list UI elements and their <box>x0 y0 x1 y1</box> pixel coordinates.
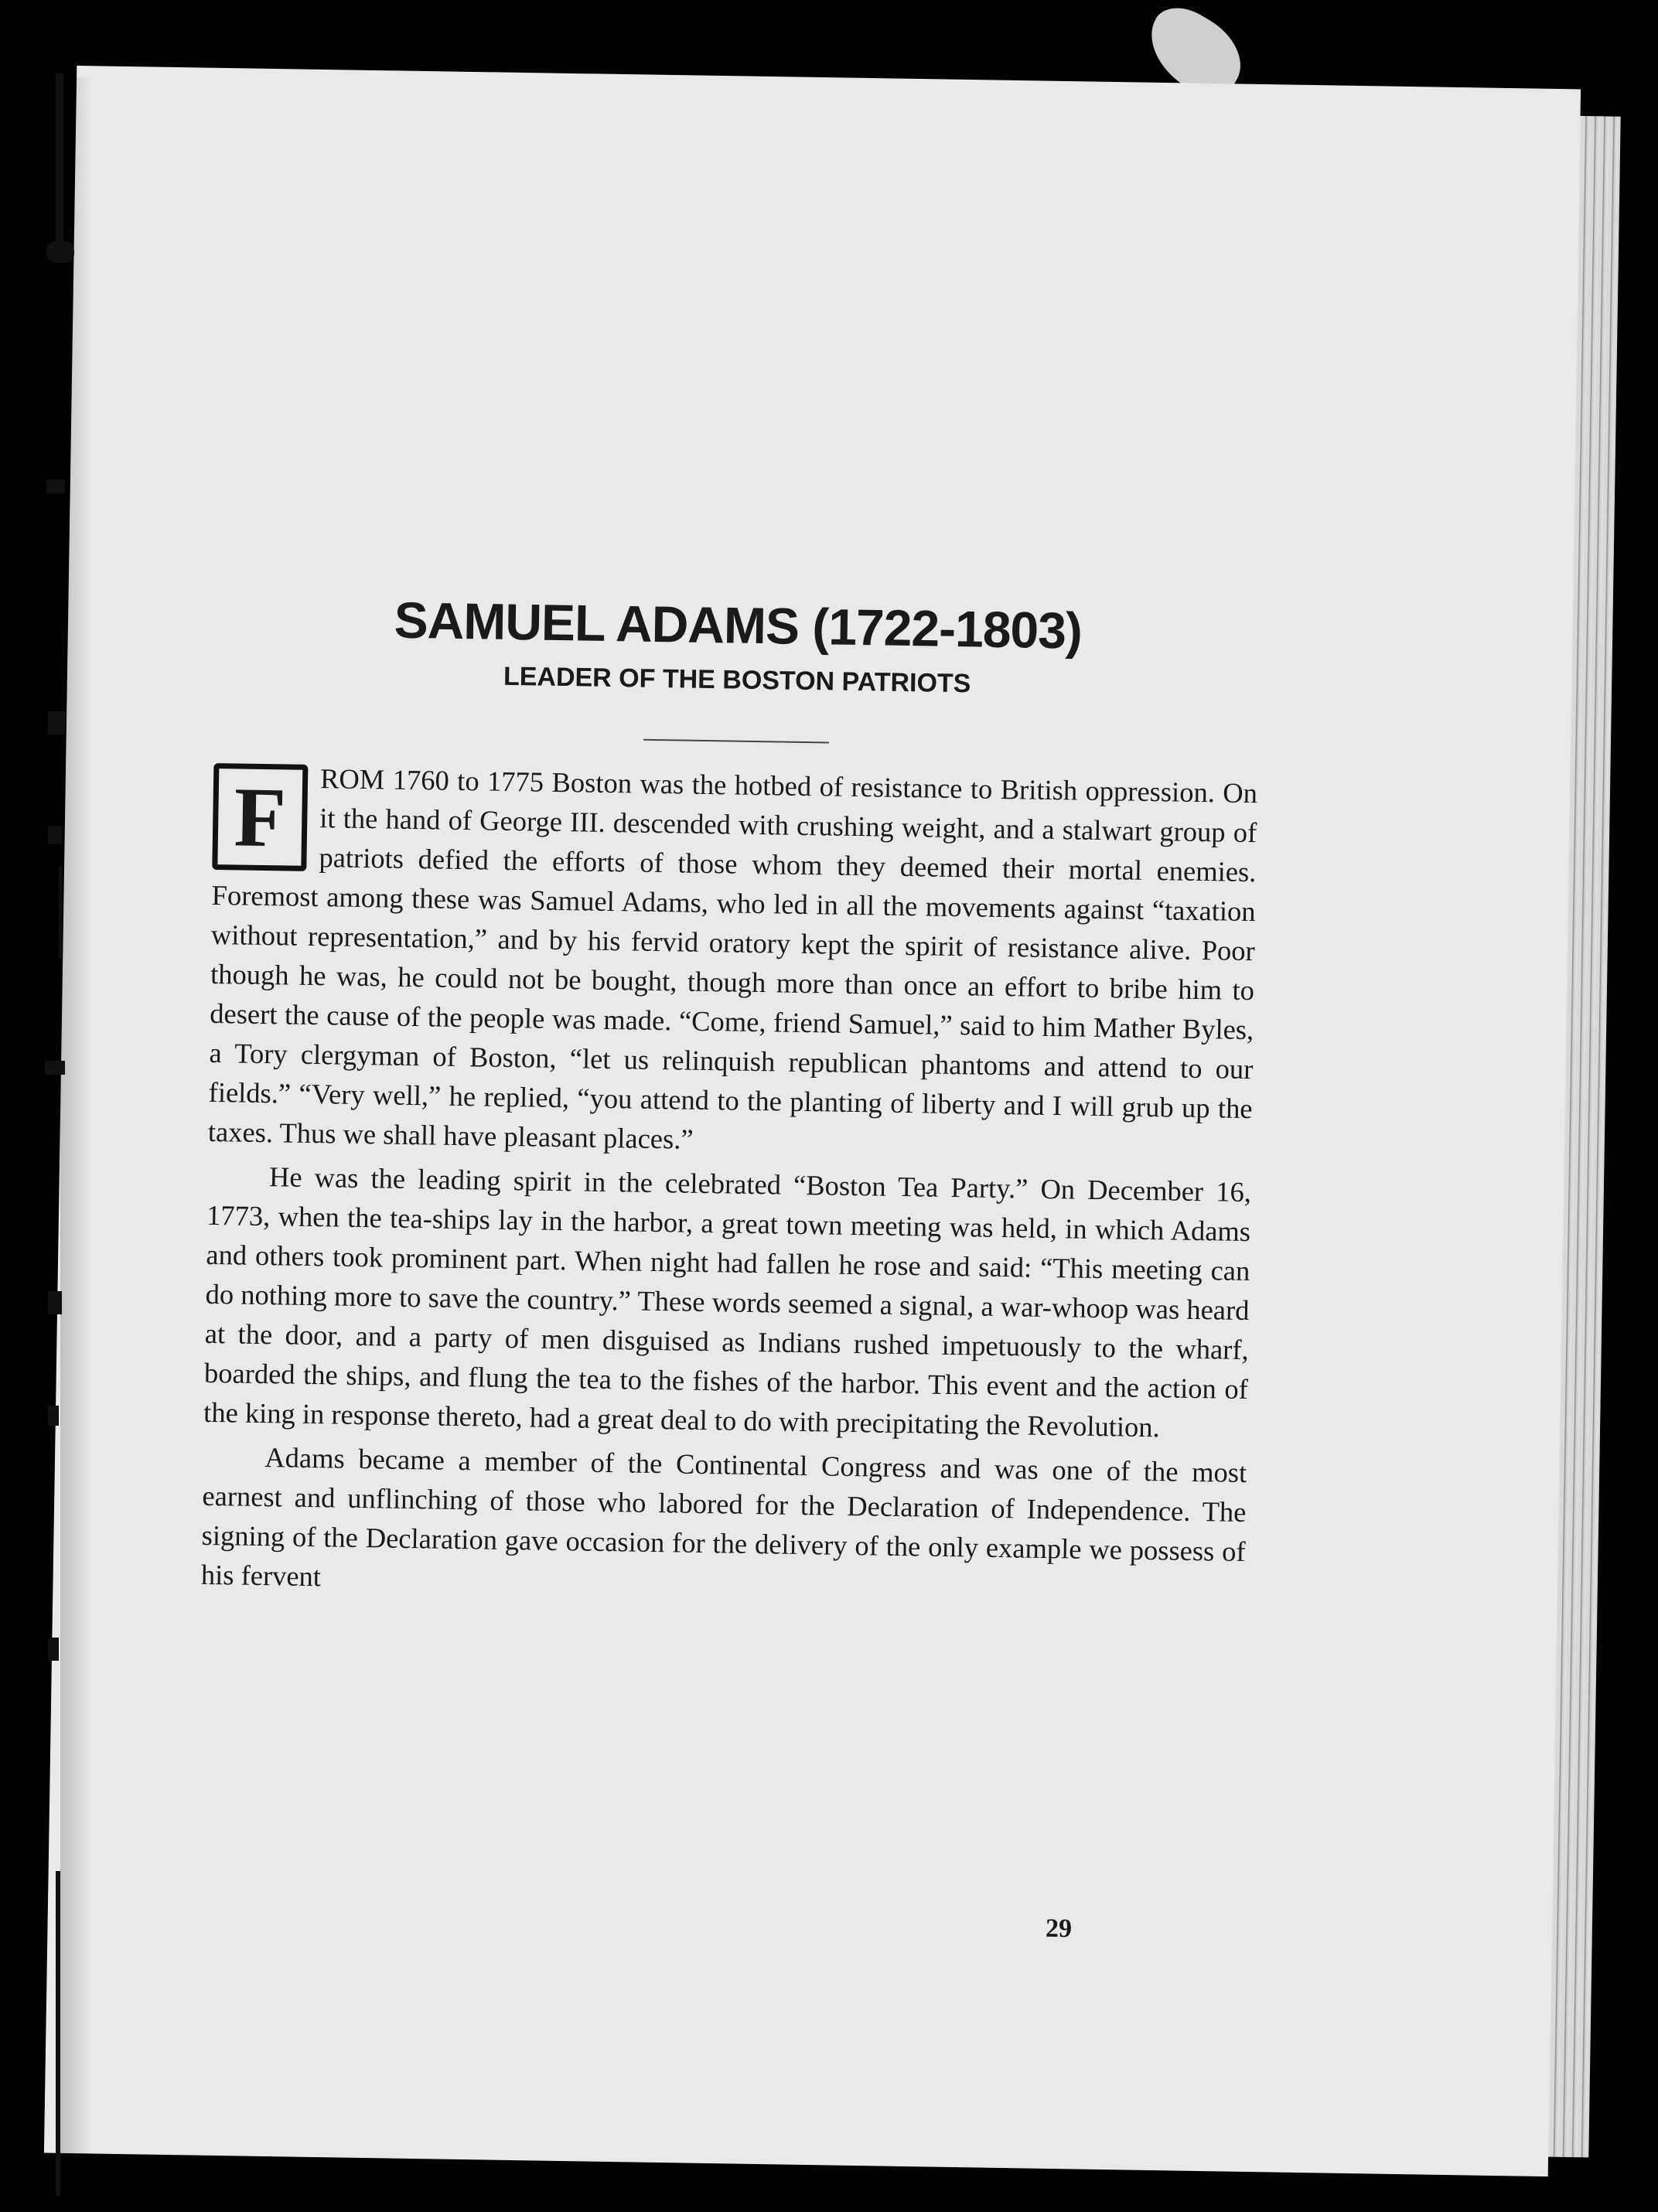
margin-mark <box>59 866 62 959</box>
paragraph-1 <box>208 757 1258 1167</box>
margin-mark <box>48 711 65 734</box>
spine-shadow <box>60 77 91 2165</box>
chapter-subtitle: LEADER OF THE BOSTON PATRIOTS <box>503 661 971 699</box>
page-number: 29 <box>1045 1914 1073 1944</box>
title-divider <box>643 739 829 744</box>
margin-mark <box>46 479 65 493</box>
margin-mark <box>48 1638 59 1661</box>
margin-mark <box>48 826 62 844</box>
margin-mark <box>46 241 74 263</box>
drop-cap: F <box>212 763 308 871</box>
paragraph-2: He was the leading spirit in the celebrated “Boston Tea Party.” On December 16, 1773, when the tea-ships lay in the harbor, a great town meeting was held, in which Adams and others took prominent part. When night had fallen he rose and said: “This meeting can do nothing more to save the country.” These words seemed a signal, a war-whoop was heard at the door, and a party of men disguised as Indians rushed impetuously to the wharf, boarded the ships, and flung the tea to the fishes of the harbor. This event and the action of the king in response thereto, had a great deal to do with precipitating the Revolution. <box>203 1161 1252 1443</box>
margin-mark <box>48 1291 62 1314</box>
margin-mark <box>48 1406 59 1426</box>
paragraph-1-text: ROM 1760 to 1775 Boston was the hotbed of resistance to British oppression. On it the hand of George III. descended with crushing weight, and a stalwart group of patriots defied the efforts of those whom they deemed their mortal enemies. Foremost among these was Samuel Adams, who led in all the movements against “taxation without representation,” and by his fervid oratory kept the spirit of resistance alive. Poor though he was, he could not be bought, though more than once an effort to bribe him to desert the cause of the people was made. “Come, friend Samuel,” said to him Mather Byles, a Tory clergyman of Boston, “let us relinquish republican phantoms and attend to our fields.” “Very well,” he replied, “you attend to the planting of liberty and I will grub up the taxes. Thus we shall have pleasant places.” <box>207 762 1258 1155</box>
margin-mark <box>56 73 63 251</box>
page-content <box>201 588 1261 1610</box>
body-text <box>201 757 1258 1610</box>
margin-mark <box>56 1871 60 2196</box>
margin-mark <box>45 1061 65 1075</box>
chapter-title: SAMUEL ADAMS (1722-1803) <box>394 591 1083 660</box>
paragraph-3: Adams became a member of the Continental Congress and was one of the most earnest and unflinching of those who labored for the Declaration of Independence. The signing of the Declaration gave occasion for the delivery of the only example we possess of his fervent <box>200 1441 1247 1593</box>
